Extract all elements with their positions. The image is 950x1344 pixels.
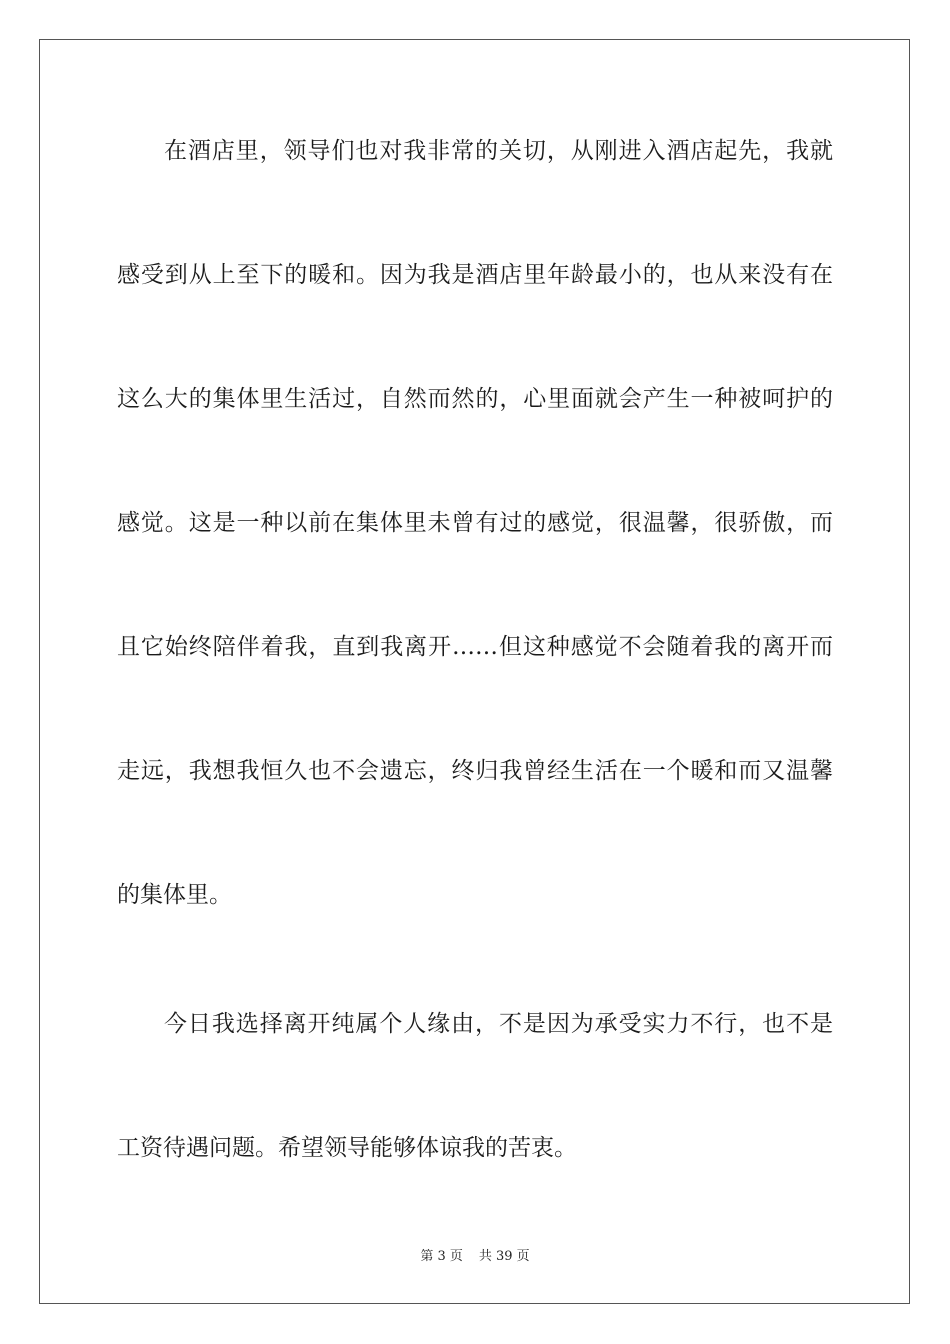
paragraph-1-line-1: 在酒店里，领导们也对我非常的关切，从刚进入酒店起先，我就 (164, 138, 833, 164)
paragraph-1-line-2: 感受到从上至下的暖和。因为我是酒店里年龄最小的，也从来没有在 (117, 262, 833, 288)
paragraph-1-line-4: 感觉。这是一种以前在集体里未曾有过的感觉，很温馨，很骄傲，而 (117, 510, 833, 536)
paragraph-1-line-3: 这么大的集体里生活过，自然而然的，心里面就会产生一种被呵护的 (117, 386, 833, 412)
page-footer (0, 1248, 950, 1266)
paragraph-1-line-7: 的集体里。 (117, 882, 232, 908)
page-total: 共 39 页 (478, 1249, 530, 1264)
paragraph-1-line-6: 走远，我想我恒久也不会遗忘，终归我曾经生活在一个暖和而又温馨 (117, 758, 833, 784)
paragraph-1-line-5: 且它始终陪伴着我，直到我离开……但这种感觉不会随着我的离开而 (117, 634, 833, 660)
paragraph-2-line-2: 工资待遇问题。希望领导能够体谅我的苦衷。 (117, 1135, 577, 1161)
page-number: 第 3 页 (420, 1249, 463, 1264)
page-frame (39, 39, 910, 1304)
paragraph-2-line-1: 今日我选择离开纯属个人缘由，不是因为承受实力不行，也不是 (164, 1011, 833, 1037)
